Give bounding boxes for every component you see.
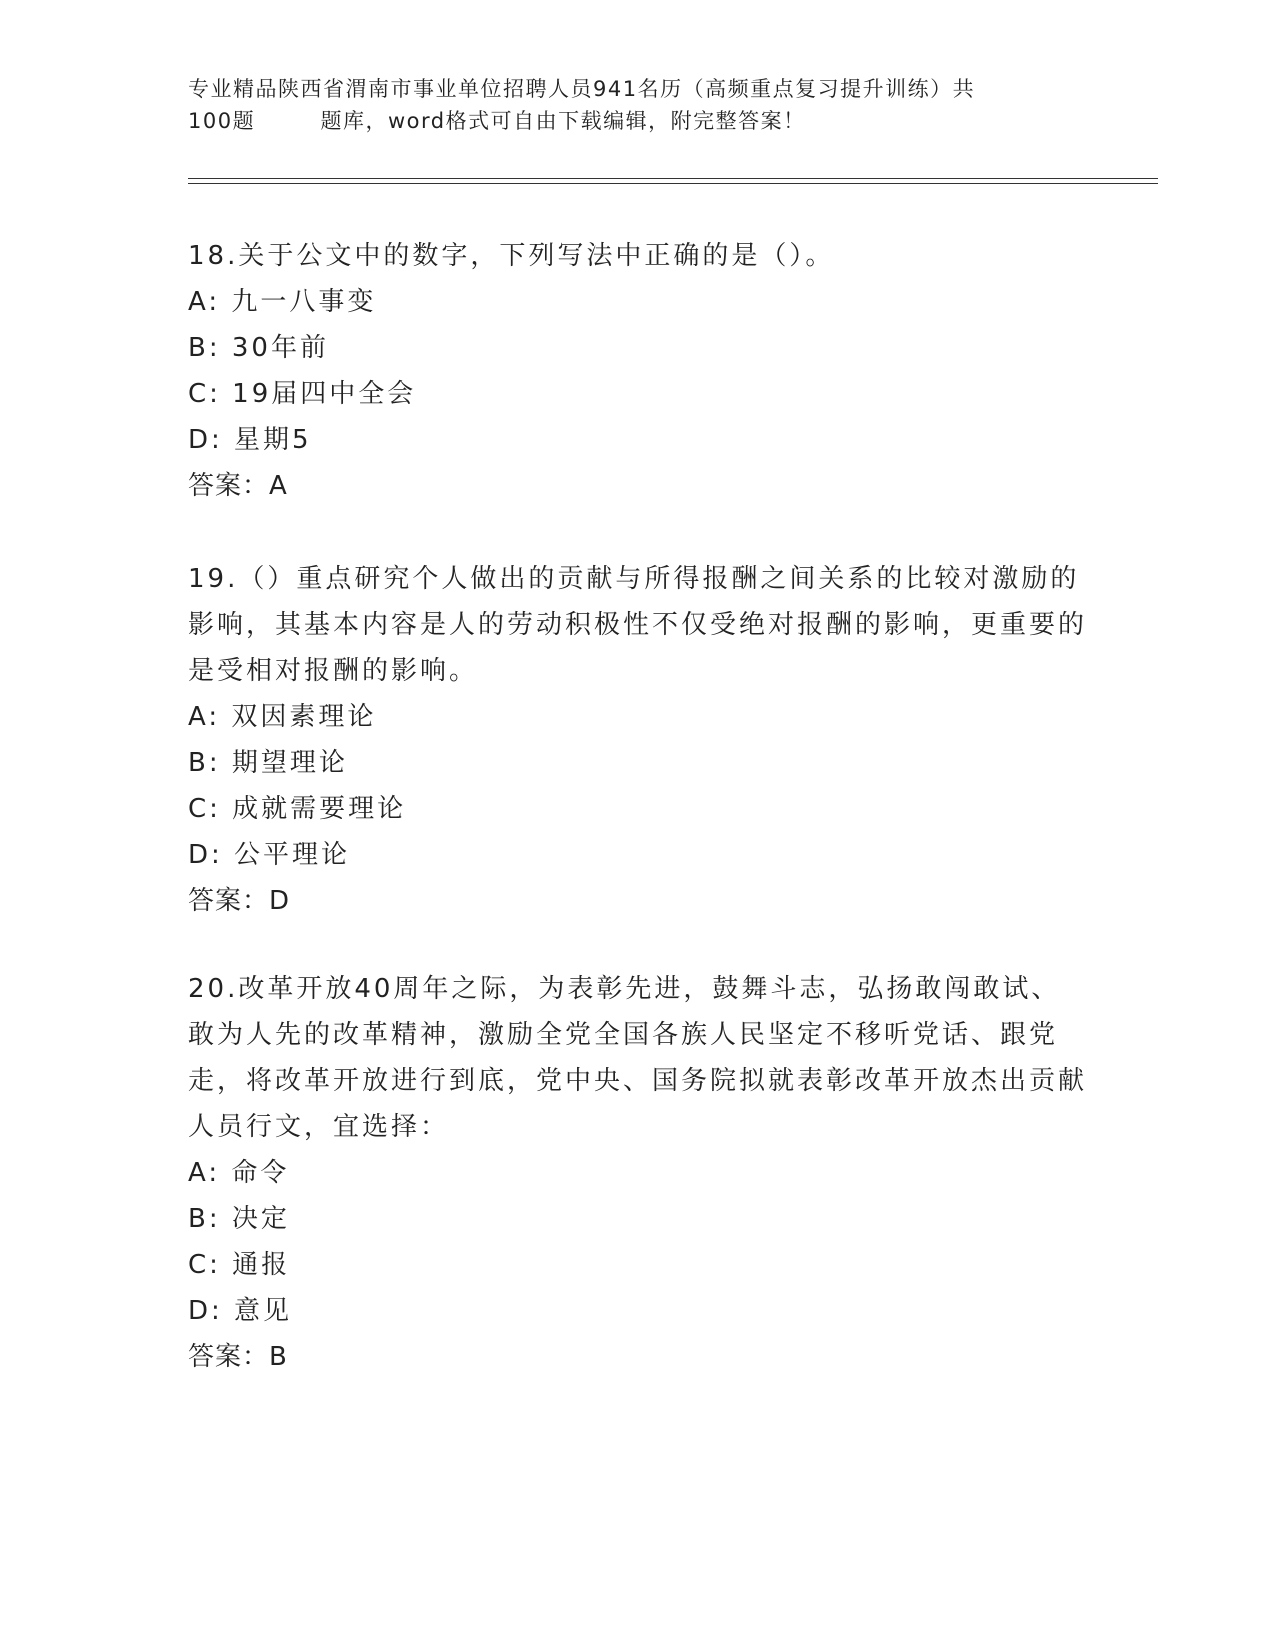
option-c: C: 19届四中全会 <box>188 379 417 409</box>
question-19 <box>188 556 1088 924</box>
option-c: C: 通报 <box>188 1250 291 1280</box>
option-a: A: 九一八事变 <box>188 287 377 317</box>
option-d: D: 意见 <box>188 1296 293 1326</box>
option-c: C: 成就需要理论 <box>188 794 407 824</box>
header-divider <box>188 178 1158 184</box>
option-a: A: 命令 <box>188 1158 290 1188</box>
option-d: D: 公平理论 <box>188 840 351 870</box>
question-18 <box>188 233 1088 509</box>
option-b: B: 期望理论 <box>188 748 348 778</box>
option-a: A: 双因素理论 <box>188 702 377 732</box>
question-stem: 20.改革开放40周年之际，为表彰先进，鼓舞斗志，弘扬敢闯敢试、敢为人先的改革精神，激励全党全国各族人民坚定不移听党话、跟党走，将改革开放进行到底，党中央、国务院拟就表彰改革开放杰出贡献人员行文，宜选择： <box>188 974 1088 1142</box>
question-stem: 18.关于公文中的数字，下列写法中正确的是（）。 <box>188 241 835 271</box>
answer-line: 答案：A <box>188 471 288 501</box>
header-title-line-1: 专业精品陕西省渭南市事业单位招聘人员941名历（高频重点复习提升训练）共 <box>188 77 976 101</box>
option-b: B: 决定 <box>188 1204 290 1234</box>
option-b: B: 30年前 <box>188 333 329 363</box>
question-20 <box>188 966 1088 1380</box>
question-stem: 19.（）重点研究个人做出的贡献与所得报酬之间关系的比较对激励的影响，其基本内容是人的劳动积极性不仅受绝对报酬的影响，更重要的是受相对报酬的影响。 <box>188 564 1088 686</box>
option-d: D: 星期5 <box>188 425 312 455</box>
answer-line: 答案：D <box>188 886 291 916</box>
answer-line: 答案：B <box>188 1342 288 1372</box>
document-header <box>188 73 1068 137</box>
header-title-line-2: 100题 题库，word格式可自由下载编辑，附完整答案！ <box>188 109 806 133</box>
